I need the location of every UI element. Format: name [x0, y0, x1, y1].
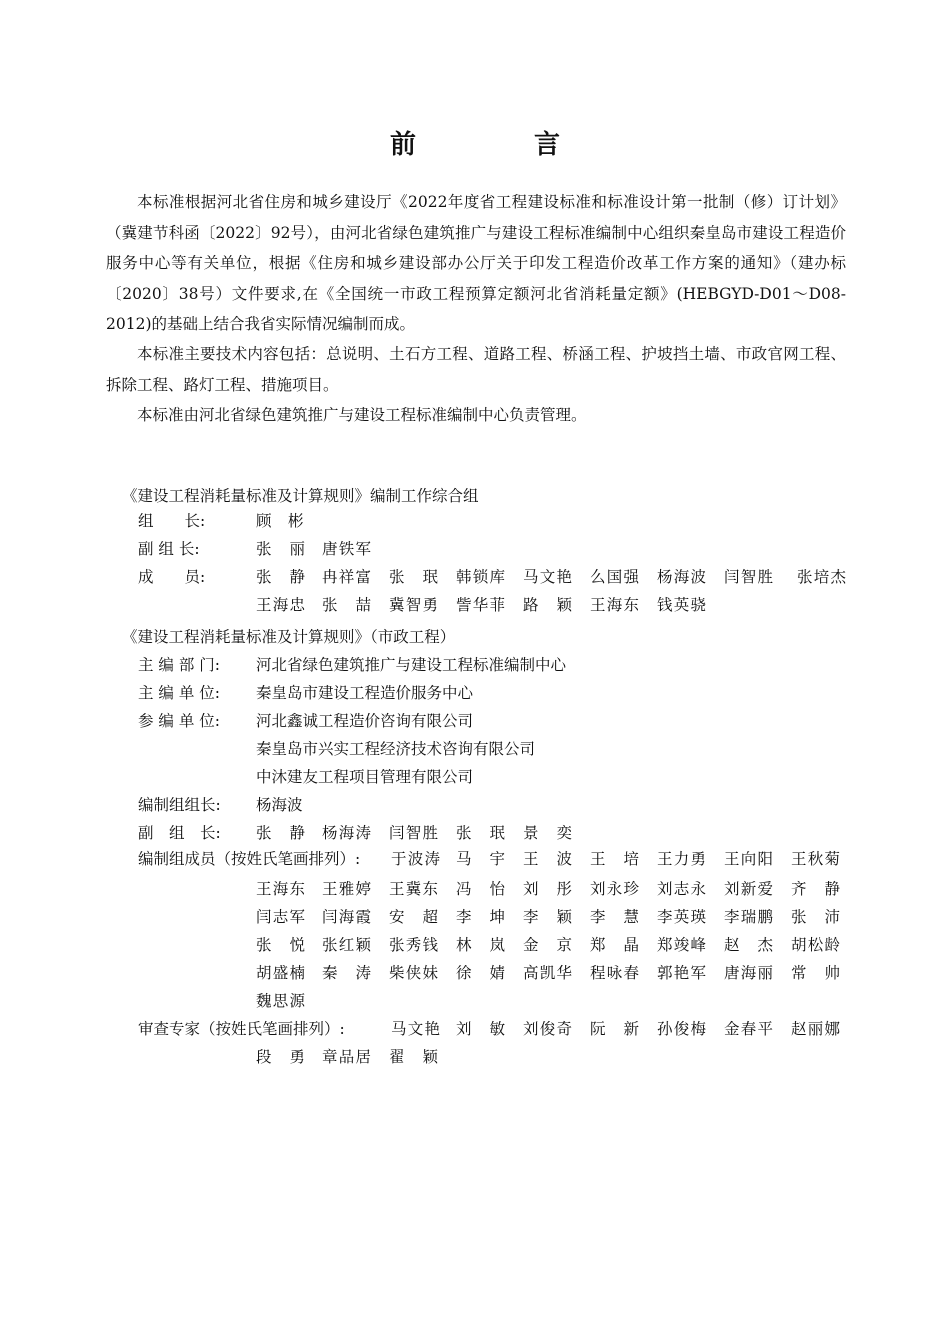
name: 张培杰 — [797, 568, 846, 586]
name: 王冀东 — [389, 880, 438, 898]
name: 柴侠妹 — [389, 964, 438, 982]
group2-members-label: 编制组成员（按姓氏笔画排列）: — [138, 850, 361, 868]
name: 张秀钱 — [389, 936, 438, 954]
name: 魏思源 — [256, 992, 305, 1010]
name: 马 宇 — [456, 850, 505, 868]
name: 齐 静 — [791, 880, 840, 898]
name: 闫智胜 — [389, 824, 438, 842]
name: 韩锁库 — [456, 568, 505, 586]
group2-leader-label: 编制组组长: — [138, 796, 221, 814]
part-unit: 中沐建友工程项目管理有限公司 — [256, 768, 474, 786]
name: 段 勇 — [256, 1048, 305, 1066]
experts-label: 审查专家（按姓氏笔画排列）: — [138, 1020, 345, 1038]
management-paragraph: 本标准由河北省绿色建筑推广与建设工程标准编制中心负责管理。 — [137, 406, 587, 424]
page-title: 前 言 — [389, 130, 606, 160]
name: 冉祥富 — [322, 568, 371, 586]
name: 张 珉 — [389, 568, 438, 586]
chief-dept: 河北省绿色建筑推广与建设工程标准编制中心 — [256, 656, 567, 674]
name: 王 波 — [523, 850, 572, 868]
name: 郑竣峰 — [657, 936, 706, 954]
name: 高凯华 — [523, 964, 572, 982]
name: 金 京 — [523, 936, 572, 954]
group1-heading: 《建设工程消耗量标准及计算规则》编制工作综合组 — [122, 487, 479, 505]
name: 马文艳 — [523, 568, 572, 586]
name: 么国强 — [590, 568, 639, 586]
name: 李英瑛 — [657, 908, 706, 926]
name: 闫智胜 — [724, 568, 773, 586]
name: 唐海丽 — [724, 964, 773, 982]
name: 顾 — [256, 512, 272, 530]
part-unit: 河北鑫诚工程造价咨询有限公司 — [256, 712, 474, 730]
name: 阮 新 — [590, 1020, 639, 1038]
name: 张 珉 — [456, 824, 505, 842]
name: 王海东 — [256, 880, 305, 898]
group1-leader-label: 组 长: — [138, 512, 206, 530]
name: 訾华菲 — [456, 596, 505, 614]
name: 李 颖 — [523, 908, 572, 926]
name: 王向阳 — [724, 850, 773, 868]
chief-dept-label: 主 编 部 门: — [138, 656, 221, 674]
group2-heading: 《建设工程消耗量标准及计算规则》（市政工程） — [122, 628, 456, 646]
name: 张 丽 — [256, 540, 305, 558]
name: 张红颖 — [322, 936, 371, 954]
name: 张 喆 — [322, 596, 371, 614]
name: 李 慧 — [590, 908, 639, 926]
name: 徐 婧 — [456, 964, 505, 982]
name: 胡盛楠 — [256, 964, 305, 982]
name: 孙俊梅 — [657, 1020, 706, 1038]
name: 杨海涛 — [322, 824, 371, 842]
group1-deputy-label: 副 组 长: — [138, 540, 200, 558]
name: 刘永珍 — [590, 880, 639, 898]
name: 王 培 — [590, 850, 639, 868]
name: 冀智勇 — [389, 596, 438, 614]
group1-members-label: 成 员: — [138, 568, 206, 586]
name: 李 坤 — [456, 908, 505, 926]
part-unit-label: 参 编 单 位: — [138, 712, 221, 730]
chief-unit: 秦皇岛市建设工程造价服务中心 — [256, 684, 474, 702]
group2-leader: 杨海波 — [256, 796, 303, 814]
name: 张 静 — [256, 824, 305, 842]
name: 王力勇 — [657, 850, 706, 868]
name: 彬 — [288, 512, 304, 530]
name: 张 悦 — [256, 936, 305, 954]
content-paragraph: 本标准主要技术内容包括：总说明、土石方工程、道路工程、桥涵工程、护坡挡土墙、市政官网工程、拆除工程、路灯工程、措施项目。 — [106, 345, 846, 394]
name: 王秋菊 — [791, 850, 840, 868]
name: 秦 涛 — [322, 964, 371, 982]
name: 李瑞鹏 — [724, 908, 773, 926]
name: 钱英骁 — [657, 596, 706, 614]
group2-deputy-label: 副 组 长: — [138, 824, 221, 842]
name: 唐铁军 — [322, 540, 371, 558]
name: 赵丽娜 — [791, 1020, 840, 1038]
name: 翟 颖 — [389, 1048, 438, 1066]
name: 郭艳军 — [657, 964, 706, 982]
name: 杨海波 — [657, 568, 706, 586]
name: 王雅婷 — [322, 880, 371, 898]
name: 刘俊奇 — [523, 1020, 572, 1038]
name: 闫志军 — [256, 908, 305, 926]
name: 张 沛 — [791, 908, 840, 926]
name: 景 奕 — [523, 824, 572, 842]
name: 郑 晶 — [590, 936, 639, 954]
name: 胡松龄 — [791, 936, 840, 954]
name: 冯 怡 — [456, 880, 505, 898]
intro-paragraph: 本标准根据河北省住房和城乡建设厅《2022年度省工程建设标准和标准设计第一批制（修）订计划》（冀建节科函〔2022〕92号），由河北省绿色建筑推广与建设工程标准编制中心组织秦皇岛市建设工程造价服务中心等有关单位，根据《住房和城乡建设部办公厅关于印发工程造价改革工作方案的通知》（建办标〔2020〕38号）文件要求,在《全国统一市政工程预算定额河北省消耗量定额》(HEBGYD-D01～D08-2012)的基础上结合我省实际情况编制而成。 — [106, 193, 846, 333]
name: 金春平 — [724, 1020, 773, 1038]
name: 林 岚 — [456, 936, 505, 954]
name: 闫海霞 — [322, 908, 371, 926]
chief-unit-label: 主 编 单 位: — [138, 684, 221, 702]
name: 安 超 — [389, 908, 438, 926]
part-unit: 秦皇岛市兴实工程经济技术咨询有限公司 — [256, 740, 536, 758]
name: 常 帅 — [791, 964, 840, 982]
name: 刘新爱 — [724, 880, 773, 898]
name: 于波涛 — [391, 850, 440, 868]
name: 张 静 — [256, 568, 305, 586]
name: 赵 杰 — [724, 936, 773, 954]
name: 马文艳 — [391, 1020, 440, 1038]
name: 王海东 — [590, 596, 639, 614]
name: 章品居 — [322, 1048, 371, 1066]
name: 刘 敏 — [456, 1020, 505, 1038]
name: 王海忠 — [256, 596, 305, 614]
name: 刘志永 — [657, 880, 706, 898]
name: 程咏春 — [590, 964, 639, 982]
name: 刘 彤 — [523, 880, 572, 898]
name: 路 颖 — [523, 596, 572, 614]
